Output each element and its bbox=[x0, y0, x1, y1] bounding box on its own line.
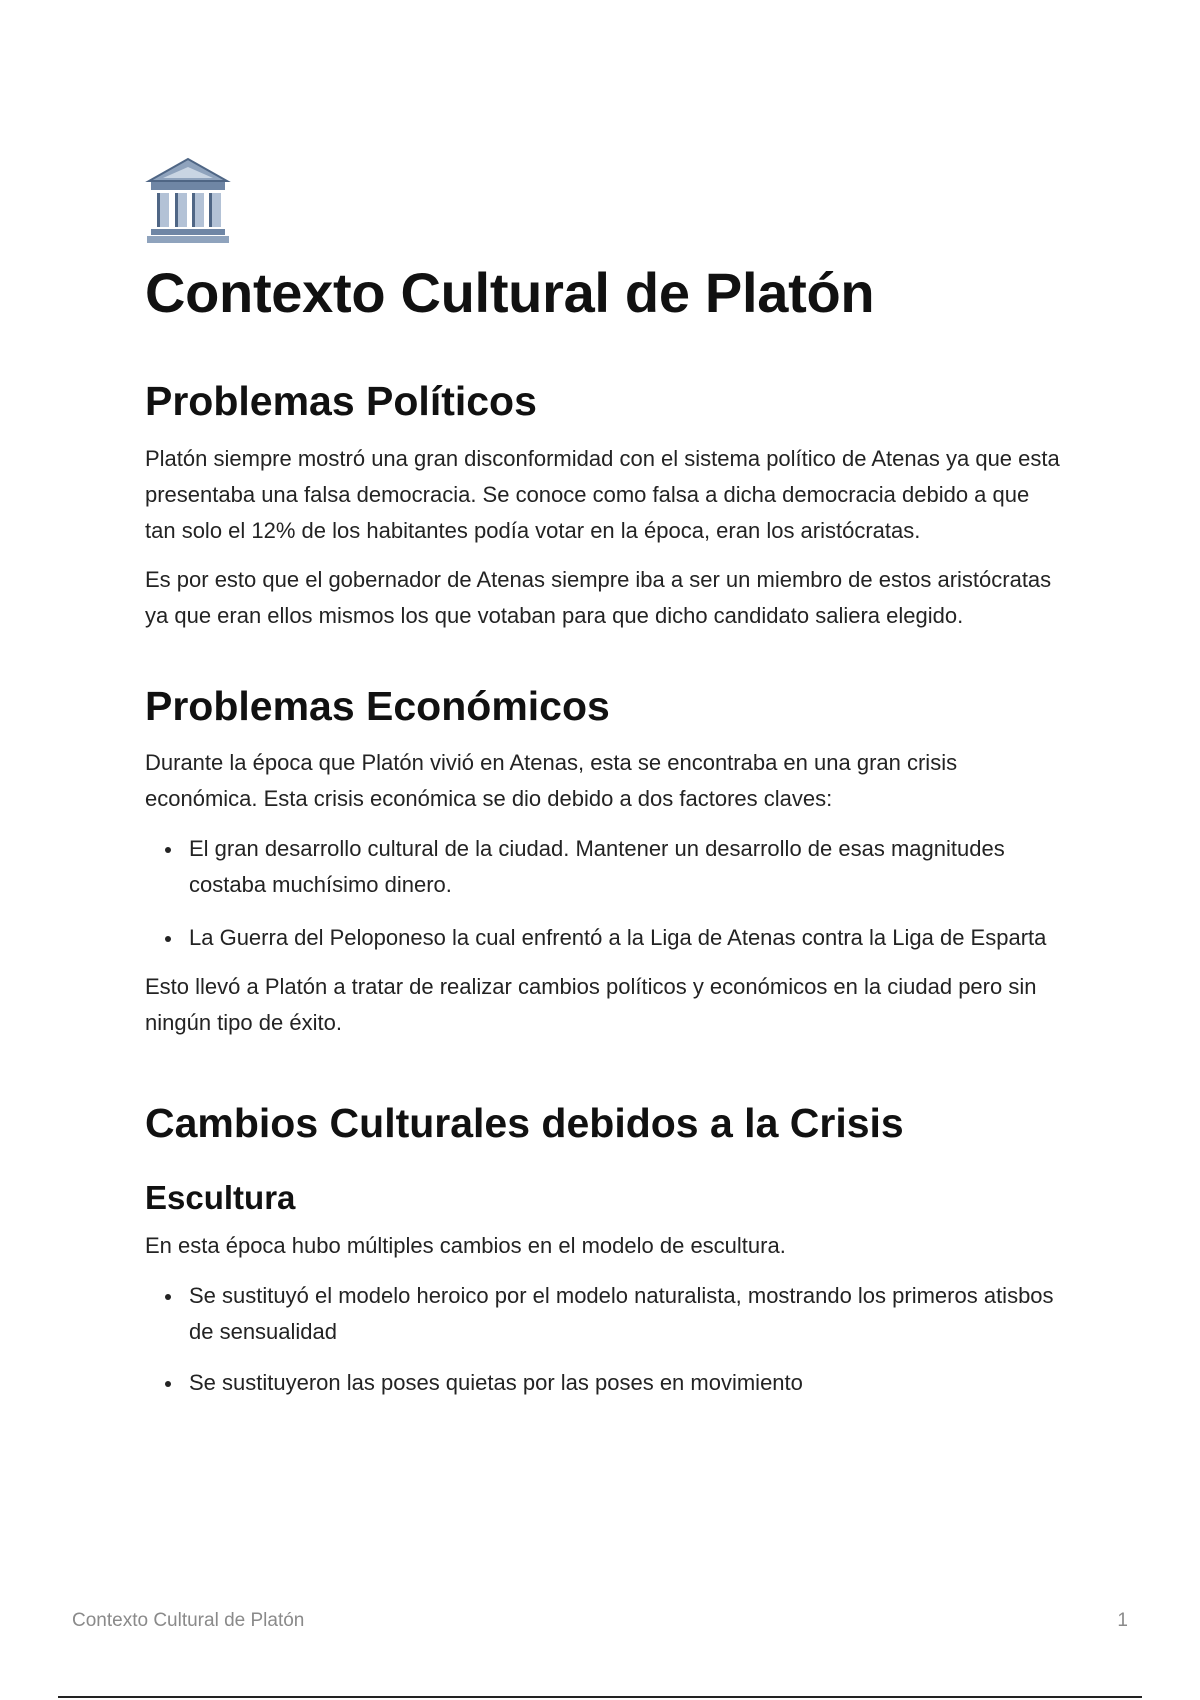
list-item: La Guerra del Peloponeso la cual enfrentó a la Liga de Atenas contra la Liga de Esparta bbox=[189, 920, 1065, 956]
section-heading: Cambios Culturales debidos a la Crisis bbox=[145, 1099, 904, 1146]
section-problemas-politicos bbox=[145, 377, 1065, 633]
bullet-list bbox=[145, 831, 1065, 956]
classical-building-icon bbox=[145, 155, 231, 245]
footer-title: Contexto Cultural de Platón bbox=[72, 1610, 305, 1631]
section-heading: Problemas Económicos bbox=[145, 682, 610, 729]
subsection-heading: Escultura bbox=[145, 1178, 296, 1216]
paragraph: Durante la época que Platón vivió en Atenas, esta se encontraba en una gran crisis económica. Esta crisis económica se dio debido a dos factores claves: bbox=[145, 749, 958, 811]
paragraph: Platón siempre mostró una gran disconformidad con el sistema político de Atenas ya que esta presentaba una falsa democracia. Se conoce como falsa a dicha democracia debido a que tan solo el 12% de los habitantes podía votar en la época, eran los aristócratas. bbox=[145, 445, 1060, 543]
paragraph: En esta época hubo múltiples cambios en el modelo de escultura. bbox=[145, 1232, 786, 1258]
paragraph: Esto llevó a Platón a tratar de realizar cambios políticos y económicos en la ciudad pero sin ningún tipo de éxito. bbox=[145, 973, 1037, 1035]
section-heading: Problemas Políticos bbox=[145, 378, 537, 425]
list-item: Se sustituyó el modelo heroico por el modelo naturalista, mostrando los primeros atisbos de sensualidad bbox=[189, 1278, 1065, 1350]
list-item: El gran desarrollo cultural de la ciudad. Mantener un desarrollo de esas magnitudes costaba muchísimo dinero. bbox=[189, 831, 1065, 903]
section-cambios-culturales bbox=[145, 1099, 1065, 1401]
footer-page-number: 1 bbox=[1117, 1610, 1128, 1631]
section-problemas-economicos bbox=[145, 682, 1065, 1041]
page-content bbox=[145, 155, 1065, 1401]
document-title: Contexto Cultural de Platón bbox=[145, 261, 875, 324]
footer-divider bbox=[58, 1696, 1142, 1698]
paragraph: Es por esto que el gobernador de Atenas siempre iba a ser un miembro de estos aristócratas ya que eran ellos mismos los que votaban para que dicho candidato saliera elegido. bbox=[145, 566, 1052, 628]
list-item: Se sustituyeron las poses quietas por las poses en movimiento bbox=[189, 1365, 1065, 1401]
bullet-list bbox=[145, 1278, 1065, 1401]
